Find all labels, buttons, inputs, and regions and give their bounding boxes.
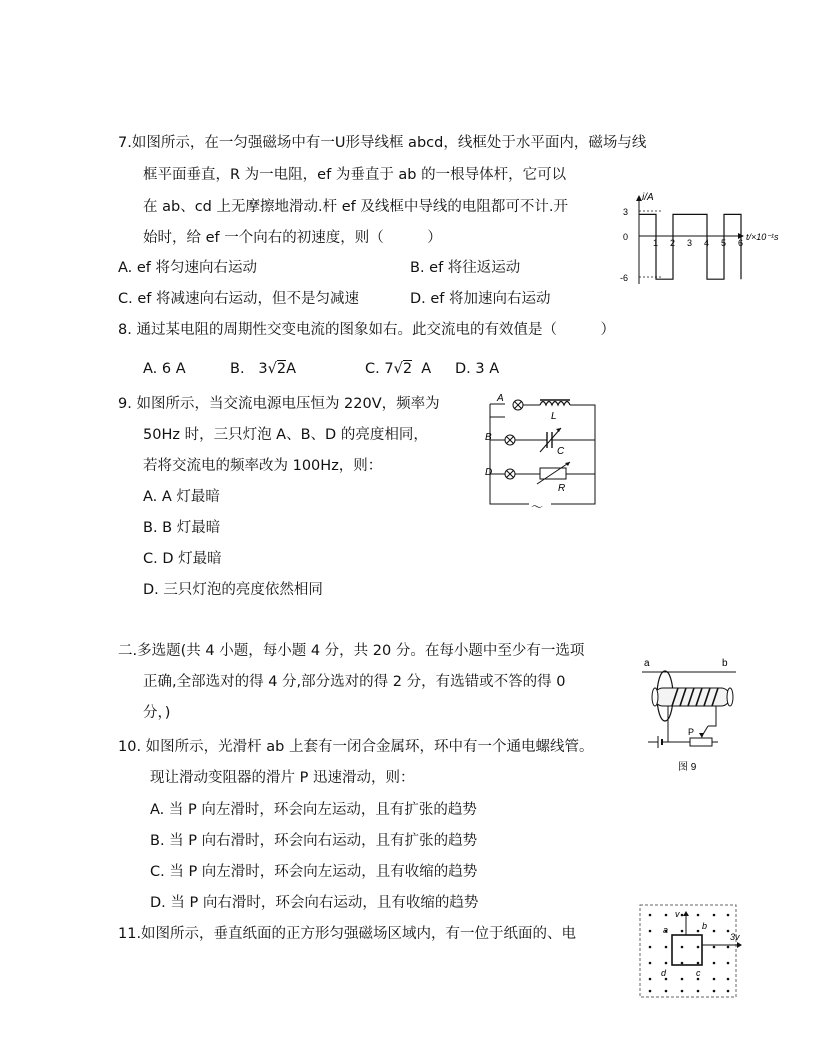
q7-option-b: B. ef 将往返运动 [410, 260, 521, 276]
field-dot [727, 962, 730, 965]
field-dot [727, 978, 730, 981]
field-dot [697, 990, 700, 993]
field-dot [713, 978, 716, 981]
lamp-b-icon [505, 435, 515, 445]
q8-option-a: A. 6 A [143, 361, 186, 377]
q8-option-c-prefix: C. 7 [365, 361, 394, 377]
q7-line-4: 始时，给 ef 一个向右的初速度，则（ ） [143, 230, 442, 246]
slider-p-label: P [688, 727, 695, 737]
field-dots [649, 914, 730, 993]
q7-option-d: D. ef 将加速向右运动 [410, 291, 551, 307]
field-dot [697, 962, 700, 965]
section2-line-1: 二.多选题(共 4 小题，每小题 4 分，共 20 分。在每小题中至少有一选项 [118, 643, 585, 659]
q8-option-d: D. 3 A [455, 361, 500, 377]
lamp-circuit-diagram [485, 392, 615, 522]
q9-option-b: B. B 灯最暗 [143, 520, 221, 536]
x-tick-4: 4 [704, 238, 710, 248]
q10-line-1: 10. 如图所示，光滑杆 ab 上套有一闭合金属环，环中有一个通电螺线管。 [118, 739, 594, 755]
corner-d-label: d [661, 968, 667, 978]
field-dot [727, 914, 730, 917]
field-dot [727, 946, 730, 949]
field-dot [697, 978, 700, 981]
field-dot [649, 914, 652, 917]
field-dot [681, 930, 684, 933]
field-dot [649, 990, 652, 993]
field-dot [649, 962, 652, 965]
sqrt-icon: √ [267, 361, 277, 377]
x-tick-6: 6 [738, 238, 744, 248]
corner-b-label: b [702, 921, 708, 931]
q10-line-2: 现让滑动变阻器的滑片 P 迅速滑动，则： [150, 770, 415, 786]
velocity-v-label: v [675, 909, 680, 919]
x-tick-3: 3 [687, 238, 693, 248]
inductor-label: L [551, 411, 557, 422]
field-dot [727, 930, 730, 933]
q9-line-3: 若将交流电的频率改为 100Hz，则： [143, 458, 383, 474]
rheostat-icon [537, 462, 570, 484]
q8-option-b-unit: A [286, 361, 297, 377]
field-dot [649, 946, 652, 949]
q9-option-d: D. 三只灯泡的亮度依然相同 [143, 582, 323, 598]
field-dot [681, 990, 684, 993]
q9-option-a: A. A 灯最暗 [143, 489, 220, 505]
lamp-d-label: D [485, 467, 493, 478]
field-dot [665, 962, 668, 965]
q8-option-c-unit: A [421, 361, 432, 377]
q8-option-b-radicand: 2 [276, 361, 287, 377]
rod-end-b-label: b [722, 658, 728, 669]
q9-line-1: 9. 如图所示，当交流电源电压恒为 220V，频率为 [118, 396, 440, 412]
x-axis-label: t/×10⁻¹s [746, 232, 779, 242]
capacitor-label: C [557, 446, 565, 457]
q8-stem: 8. 通过某电阻的周期性交变电流的图象如右。此交流电的有效值是（ ） [118, 322, 615, 338]
field-dot [713, 990, 716, 993]
wire-loop [672, 935, 702, 965]
inductor-icon [540, 402, 570, 406]
y-tick-0: 0 [623, 232, 629, 242]
field-dot [665, 978, 668, 981]
q10-option-a: A. 当 P 向左滑时，环会向左运动，且有扩张的趋势 [150, 802, 477, 818]
field-dot [665, 946, 668, 949]
q11-stem: 11.如图所示，垂直纸面的正方形匀强磁场区域内，有一位于纸面的、电 [118, 926, 577, 942]
q9-option-c: C. D 灯最暗 [143, 551, 222, 567]
q8-option-c-radicand: 2 [402, 361, 413, 377]
section2-line-3: 分，) [143, 705, 171, 721]
rod-end-a-label: a [644, 658, 650, 669]
field-region [640, 905, 736, 997]
q7-option-a: A. ef 将匀速向右运动 [118, 260, 258, 276]
corner-a-label: a [663, 925, 669, 935]
x-tick-5: 5 [721, 238, 727, 248]
field-dot [649, 978, 652, 981]
field-dot [713, 914, 716, 917]
solenoid-ring-figure [638, 656, 742, 778]
field-dot [681, 962, 684, 965]
x-tick-2: 2 [670, 238, 676, 248]
q8-option-b-coef: 3 [258, 361, 268, 377]
rheostat-label: R [558, 483, 566, 494]
lamp-a-icon [513, 400, 523, 410]
magnetic-field-square-figure [638, 903, 744, 1005]
q7-line-1: 7.如图所示，在一匀强磁场中有一U形导线框 abcd，线框处于水平面内，磁场与线 [118, 135, 647, 151]
lamp-b-label: B [485, 432, 492, 443]
field-dot [681, 978, 684, 981]
sqrt-icon: √ [393, 361, 403, 377]
field-dot [697, 914, 700, 917]
y-tick-neg6: -6 [620, 273, 629, 283]
ac-source-icon: ～ [531, 500, 544, 514]
section2-line-2: 正确,全部选对的得 4 分,部分选对的得 2 分，有选错或不答的得 0 [143, 674, 566, 690]
q8-option-c [365, 359, 431, 379]
q7-line-2: 框平面垂直，R 为一电阻，ef 为垂直于 ab 的一根导体杆，它可以 [143, 167, 567, 183]
q7-line-3: 在 ab、cd 上无摩擦地滑动.杆 ef 及线框中导线的电阻都可不计.开 [143, 199, 568, 215]
field-dot [727, 990, 730, 993]
y-axis-label: i/A [642, 192, 654, 203]
q8-option-b-prefix: B. [230, 361, 245, 377]
current-time-graph [615, 188, 795, 292]
field-dot [713, 962, 716, 965]
field-dot [665, 914, 668, 917]
field-dot [665, 990, 668, 993]
x-tick-1: 1 [653, 238, 659, 248]
y-tick-3: 3 [623, 207, 629, 217]
field-dot [713, 946, 716, 949]
lamp-a-label: A [497, 393, 504, 404]
corner-c-label: c [696, 968, 701, 978]
field-dot [697, 930, 700, 933]
lamp-d-icon [505, 469, 515, 479]
figure-9-caption: 图 9 [678, 762, 697, 773]
q9-line-2: 50Hz 时，三只灯泡 A、B、D 的亮度相同， [143, 427, 428, 443]
q7-option-c: C. ef 将减速向右运动，但不是匀减速 [118, 291, 359, 307]
velocity-3v-label: 3v [730, 932, 740, 942]
field-dot [649, 930, 652, 933]
solenoid [654, 688, 730, 706]
field-dot [713, 930, 716, 933]
q10-option-d: D. 当 P 向右滑时，环会向右运动，且有收缩的趋势 [150, 895, 479, 911]
q8-option-b [230, 359, 296, 379]
field-dot [681, 914, 684, 917]
field-dot [681, 946, 684, 949]
battery-icon [658, 736, 662, 748]
field-dot [697, 946, 700, 949]
q10-option-b: B. 当 P 向右滑时，环会向右运动，且有扩张的趋势 [150, 833, 478, 849]
q10-option-c: C. 当 P 向左滑时，环会向左运动，且有收缩的趋势 [150, 864, 478, 880]
